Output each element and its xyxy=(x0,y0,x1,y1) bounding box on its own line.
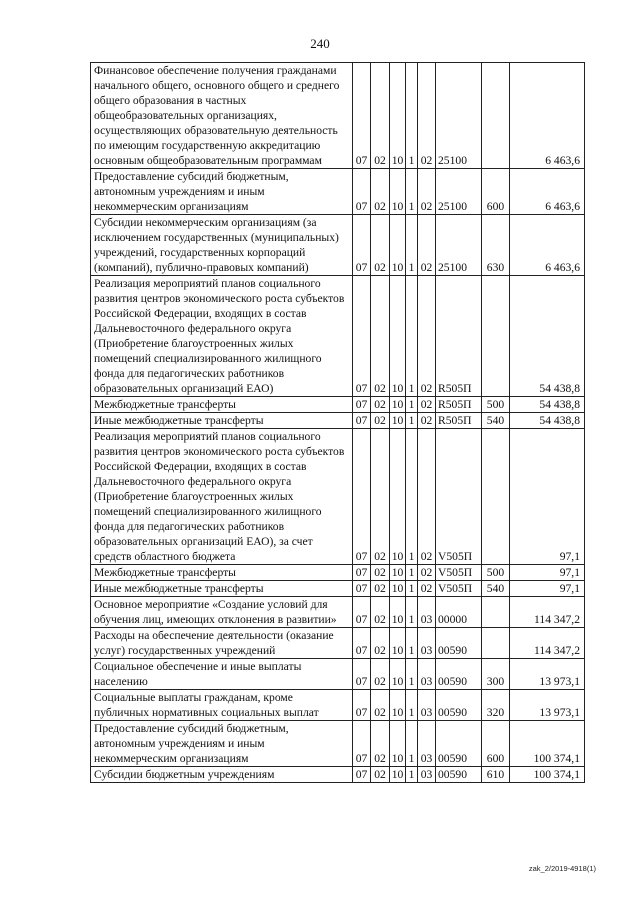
subsection-code: 02 xyxy=(371,565,390,581)
subsection-code: 02 xyxy=(371,215,390,276)
subprogram-code: 1 xyxy=(406,721,418,767)
subprogram-code: 1 xyxy=(406,276,418,397)
activity-code: 03 xyxy=(418,690,436,721)
activity-code: 02 xyxy=(418,413,436,429)
section-code: 07 xyxy=(353,276,371,397)
page-number: 240 xyxy=(310,36,330,51)
program-code: 10 xyxy=(390,581,406,597)
activity-code: 03 xyxy=(418,659,436,690)
table-row xyxy=(91,597,585,628)
subprogram-code: 1 xyxy=(406,767,418,783)
table-body xyxy=(91,63,585,783)
row-name: Субсидии бюджетным учреждениям xyxy=(91,767,353,783)
subsection-code: 02 xyxy=(371,397,390,413)
expense-type-code: 320 xyxy=(482,690,510,721)
direction-code: R505П xyxy=(436,413,482,429)
row-name: Субсидии некоммерческим организациям (за исключением государственных (муниципальных) учреждений, государственных корпораций (компаний), публично-правовых компаний) xyxy=(91,215,353,276)
amount: 13 973,1 xyxy=(510,659,585,690)
table-row xyxy=(91,721,585,767)
section-code: 07 xyxy=(353,63,371,169)
budget-table xyxy=(90,62,585,783)
row-name: Межбюджетные трансферты xyxy=(91,397,353,413)
direction-code: R505П xyxy=(436,397,482,413)
section-code: 07 xyxy=(353,429,371,565)
row-name: Иные межбюджетные трансферты xyxy=(91,413,353,429)
activity-code: 03 xyxy=(418,721,436,767)
section-code: 07 xyxy=(353,565,371,581)
subsection-code: 02 xyxy=(371,690,390,721)
amount: 54 438,8 xyxy=(510,276,585,397)
subsection-code: 02 xyxy=(371,721,390,767)
expense-type-code: 610 xyxy=(482,767,510,783)
amount: 6 463,6 xyxy=(510,215,585,276)
subsection-code: 02 xyxy=(371,413,390,429)
expense-type-code: 600 xyxy=(482,169,510,215)
table-row xyxy=(91,397,585,413)
subsection-code: 02 xyxy=(371,63,390,169)
amount: 97,1 xyxy=(510,581,585,597)
subprogram-code: 1 xyxy=(406,63,418,169)
direction-code: V505П xyxy=(436,565,482,581)
amount: 100 374,1 xyxy=(510,721,585,767)
document-code: zak_2/2019-4918(1) xyxy=(528,864,596,873)
expense-type-code: 540 xyxy=(482,413,510,429)
table-row xyxy=(91,767,585,783)
program-code: 10 xyxy=(390,767,406,783)
row-name: Основное мероприятие «Создание условий для обучения лиц, имеющих отклонения в развитии» xyxy=(91,597,353,628)
section-code: 07 xyxy=(353,215,371,276)
program-code: 10 xyxy=(390,628,406,659)
table-row xyxy=(91,215,585,276)
subprogram-code: 1 xyxy=(406,397,418,413)
subsection-code: 02 xyxy=(371,659,390,690)
expense-type-code xyxy=(482,63,510,169)
row-name: Реализация мероприятий планов социального развития центров экономического роста субъектов Российской Федерации, входящих в состав Дальневосточного федерального округа (Приобретение благоустроенных жилых помещений специализированного жилищного фонда для педагогических работников образовательных организаций ЕАО) xyxy=(91,276,353,397)
table-row xyxy=(91,659,585,690)
program-code: 10 xyxy=(390,429,406,565)
expense-type-code xyxy=(482,628,510,659)
expense-type-code: 500 xyxy=(482,397,510,413)
program-code: 10 xyxy=(390,215,406,276)
activity-code: 02 xyxy=(418,429,436,565)
table-row xyxy=(91,690,585,721)
section-code: 07 xyxy=(353,597,371,628)
amount: 6 463,6 xyxy=(510,63,585,169)
direction-code: 00590 xyxy=(436,767,482,783)
activity-code: 02 xyxy=(418,397,436,413)
direction-code: 25100 xyxy=(436,169,482,215)
program-code: 10 xyxy=(390,597,406,628)
row-name: Предоставление субсидий бюджетным, автономным учреждениям и иным некоммерческим организациям xyxy=(91,169,353,215)
activity-code: 02 xyxy=(418,215,436,276)
row-name: Расходы на обеспечение деятельности (оказание услуг) государственных учреждений xyxy=(91,628,353,659)
table-row xyxy=(91,429,585,565)
row-name: Социальные выплаты гражданам, кроме публичных нормативных социальных выплат xyxy=(91,690,353,721)
subsection-code: 02 xyxy=(371,581,390,597)
program-code: 10 xyxy=(390,690,406,721)
subsection-code: 02 xyxy=(371,169,390,215)
program-code: 10 xyxy=(390,721,406,767)
program-code: 10 xyxy=(390,565,406,581)
row-name: Межбюджетные трансферты xyxy=(91,565,353,581)
amount: 6 463,6 xyxy=(510,169,585,215)
section-code: 07 xyxy=(353,413,371,429)
row-name: Иные межбюджетные трансферты xyxy=(91,581,353,597)
table-row xyxy=(91,169,585,215)
amount: 100 374,1 xyxy=(510,767,585,783)
direction-code: 00590 xyxy=(436,659,482,690)
subprogram-code: 1 xyxy=(406,628,418,659)
amount: 54 438,8 xyxy=(510,413,585,429)
amount: 97,1 xyxy=(510,429,585,565)
direction-code: V505П xyxy=(436,581,482,597)
program-code: 10 xyxy=(390,659,406,690)
table-row xyxy=(91,628,585,659)
expense-type-code xyxy=(482,597,510,628)
activity-code: 03 xyxy=(418,767,436,783)
section-code: 07 xyxy=(353,690,371,721)
amount: 97,1 xyxy=(510,565,585,581)
section-code: 07 xyxy=(353,659,371,690)
direction-code: 00590 xyxy=(436,721,482,767)
row-name: Социальное обеспечение и иные выплаты населению xyxy=(91,659,353,690)
direction-code: 00590 xyxy=(436,628,482,659)
table-row xyxy=(91,581,585,597)
table-row xyxy=(91,276,585,397)
activity-code: 03 xyxy=(418,597,436,628)
subsection-code: 02 xyxy=(371,628,390,659)
program-code: 10 xyxy=(390,397,406,413)
section-code: 07 xyxy=(353,767,371,783)
program-code: 10 xyxy=(390,169,406,215)
expense-type-code: 600 xyxy=(482,721,510,767)
subprogram-code: 1 xyxy=(406,429,418,565)
expense-type-code: 630 xyxy=(482,215,510,276)
subprogram-code: 1 xyxy=(406,690,418,721)
subsection-code: 02 xyxy=(371,597,390,628)
subprogram-code: 1 xyxy=(406,215,418,276)
amount: 13 973,1 xyxy=(510,690,585,721)
section-code: 07 xyxy=(353,628,371,659)
subprogram-code: 1 xyxy=(406,169,418,215)
activity-code: 02 xyxy=(418,63,436,169)
direction-code: 00000 xyxy=(436,597,482,628)
activity-code: 02 xyxy=(418,565,436,581)
table-row xyxy=(91,413,585,429)
direction-code: 25100 xyxy=(436,63,482,169)
expense-type-code: 500 xyxy=(482,565,510,581)
expense-type-code: 540 xyxy=(482,581,510,597)
expense-type-code: 300 xyxy=(482,659,510,690)
program-code: 10 xyxy=(390,413,406,429)
activity-code: 02 xyxy=(418,276,436,397)
amount: 114 347,2 xyxy=(510,597,585,628)
activity-code: 02 xyxy=(418,169,436,215)
subprogram-code: 1 xyxy=(406,597,418,628)
subprogram-code: 1 xyxy=(406,413,418,429)
program-code: 10 xyxy=(390,276,406,397)
subprogram-code: 1 xyxy=(406,659,418,690)
direction-code: 25100 xyxy=(436,215,482,276)
subsection-code: 02 xyxy=(371,767,390,783)
section-code: 07 xyxy=(353,581,371,597)
amount: 114 347,2 xyxy=(510,628,585,659)
subsection-code: 02 xyxy=(371,429,390,565)
activity-code: 02 xyxy=(418,581,436,597)
row-name: Предоставление субсидий бюджетным, автономным учреждениям и иным некоммерческим организациям xyxy=(91,721,353,767)
subprogram-code: 1 xyxy=(406,565,418,581)
section-code: 07 xyxy=(353,721,371,767)
expense-type-code xyxy=(482,429,510,565)
direction-code: 00590 xyxy=(436,690,482,721)
table-row xyxy=(91,565,585,581)
row-name: Финансовое обеспечение получения гражданами начального общего, основного общего и среднего общего образования в частных общеобразовательных организациях, осуществляющих образовательную деятельность по имеющим государственную аккредитацию основным общеобразовательным программам xyxy=(91,63,353,169)
expense-type-code xyxy=(482,276,510,397)
section-code: 07 xyxy=(353,397,371,413)
row-name: Реализация мероприятий планов социального развития центров экономического роста субъектов Российской Федерации, входящих в состав Дальневосточного федерального округа (Приобретение благоустроенных жилых помещений специализированного жилищного фонда для педагогических работников образовательных организаций ЕАО), за счет средств областного бюджета xyxy=(91,429,353,565)
table-row xyxy=(91,63,585,169)
activity-code: 03 xyxy=(418,628,436,659)
direction-code: V505П xyxy=(436,429,482,565)
program-code: 10 xyxy=(390,63,406,169)
section-code: 07 xyxy=(353,169,371,215)
subsection-code: 02 xyxy=(371,276,390,397)
amount: 54 438,8 xyxy=(510,397,585,413)
subprogram-code: 1 xyxy=(406,581,418,597)
direction-code: R505П xyxy=(436,276,482,397)
